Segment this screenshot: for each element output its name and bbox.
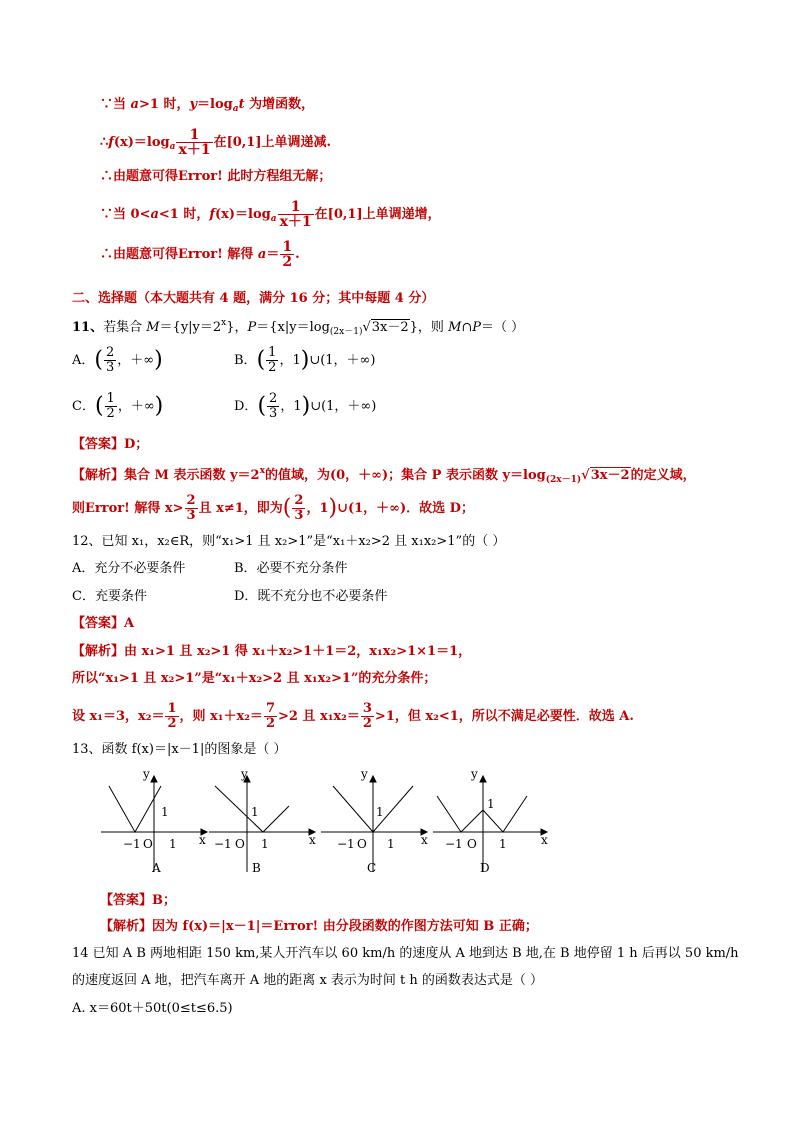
graph-panel [99, 768, 549, 880]
graph-d-y-label: y [471, 768, 478, 781]
section-title: 二、选择题（本大题共有 4 题，满分 16 分；其中每题 4 分） [72, 291, 435, 306]
graph-a-label[interactable]: A [152, 861, 161, 875]
graph-a-neg-one: −1 [123, 837, 141, 851]
explanation-11-line-2: 则Error! 解得 x> $\frac{2}{3}$ 且 x≠1，即为( $\frac{2}{3}$ ，1)∪(1，＋∞)．故选 D； [72, 493, 474, 523]
graph-d-vertex-one: 1 [487, 797, 495, 811]
graph-b-one: 1 [261, 837, 269, 851]
fraction: $\frac{1}{2}$ [282, 239, 293, 270]
graph-d[interactable] [433, 776, 547, 872]
solution-line-4: ∵当 0<a<1 时，$f(x)=\log_a$ $\frac{1}{x+1}$ 在[0,1]上单调递增， [100, 199, 441, 230]
explanation-13: 【解析】因为 f(x)＝|x－1|＝Error! 由分段函数的作图方法可知 B 正确； [100, 919, 538, 934]
graph-b[interactable] [209, 776, 315, 872]
graph-c-label[interactable]: C [367, 861, 377, 875]
graph-b-y-label: y [241, 768, 248, 781]
graph-d-label[interactable]: D [480, 861, 490, 875]
explanation-11-line-1: 【解析】集合 M 表示函数 $y=2^x$的值域，为(0，＋∞)；集合 P 表示函数 $y=\log_{(2x-1)}√3x-2$的定义域， [72, 466, 696, 485]
graph-d-x-label: x [541, 833, 548, 847]
option-a[interactable]: A．充分不必要条件 [72, 561, 186, 576]
option-b[interactable]: B．( $\frac{1}{2}$ ，1)∪(1，＋∞) [234, 345, 376, 375]
explanation-12-line-1: 【解析】由 x₁>1 且 x₂>1 得 x₁＋x₂>1＋1＝2，x₁x₂>1×1＝1， [72, 644, 472, 659]
question-13-stem: 13、函数 f(x)＝|x－1|的图象是（ ） [72, 742, 287, 757]
solution-line-3: ∴由题意可得Error! 此时方程组无解； [100, 169, 332, 184]
solution-line-1: ∵当 a>1 时，$y=\log_at$ 为增函数， [100, 97, 315, 114]
graph-a-x-label: x [199, 833, 206, 847]
graph-c-vertex-one: 1 [376, 805, 384, 819]
graph-c-neg-one: −1 [337, 837, 355, 851]
option-d[interactable]: D．既不充分也不必要条件 [234, 589, 388, 604]
graph-a-origin: O [143, 837, 153, 851]
graph-d-neg-one: −1 [445, 837, 463, 851]
option-a[interactable]: A. x＝60t＋50t(0≤t≤6.5) [72, 1001, 233, 1016]
question-14-line-2: 的速度返回 A 地，把汽车离开 A 地的距离 x 表示为时间 t h 的函数表达式是（ ） [72, 973, 544, 988]
option-a[interactable]: A．( $\frac{2}{3}$ ，＋∞) [72, 345, 163, 375]
graph-a-vertex-one: 1 [161, 805, 169, 819]
option-d[interactable]: D．( $\frac{2}{3}$ ，1)∪(1，＋∞) [234, 391, 377, 421]
graph-options [99, 768, 549, 880]
graph-b-neg-one: −1 [214, 837, 232, 851]
option-b[interactable]: B．必要不充分条件 [234, 561, 348, 576]
option-c[interactable]: C．充要条件 [72, 589, 147, 604]
graph-b-origin: O [235, 837, 245, 851]
question-12-stem: 12、已知 x₁，x₂∈R，则“x₁>1 且 x₂>1”是“x₁＋x₂>2 且 x₁x₂>1”的（ ） [72, 534, 506, 549]
graph-b-label[interactable]: B [252, 861, 261, 875]
answer-12: 【答案】A [72, 616, 135, 631]
explanation-12-line-3: 设 x₁＝3，x₂＝ $\frac{1}{2}$ ，则 x₁＋x₂＝ $\frac{7}{2}$ >2 且 x₁x₂＝ $\frac{3}{2}$ >1，但 x₂<1，所以不满足必要性．故选 A. [72, 701, 634, 731]
fraction: $\frac{1}{x+1}$ [279, 199, 312, 230]
graph-d-one: 1 [499, 837, 507, 851]
fraction: $\frac{1}{x+1}$ [178, 127, 211, 158]
explanation-12-line-2: 所以“x₁>1 且 x₂>1”是“x₁＋x₂>2 且 x₁x₂>1”的充分条件； [72, 671, 437, 686]
graph-a-y-label: y [143, 768, 150, 781]
graph-c[interactable] [321, 776, 427, 872]
graph-c-one: 1 [387, 837, 395, 851]
graph-b-x-label: x [309, 833, 316, 847]
solution-line-5: ∴由题意可得Error! 解得 a＝ $\frac{1}{2}$ . [100, 239, 300, 270]
answer-11: 【答案】D； [72, 437, 149, 452]
question-11-stem: 11、若集合 $M=\{y|y=2^x\}$，$P=\{x|y=\log_{(2x-1)}√3x-2\}$，则 M∩P＝（ ） [72, 318, 525, 337]
graph-b-vertex-one: 1 [251, 805, 259, 819]
solution-line-2: $\therefore f(x)=\log_a$ $\frac{1}{x+1}$ 在[0,1]上单调递减. [100, 127, 332, 158]
graph-a[interactable] [101, 776, 207, 872]
answer-13: 【答案】B； [100, 893, 176, 908]
graph-a-one: 1 [169, 837, 177, 851]
graph-c-x-label: x [421, 833, 428, 847]
graph-c-origin: O [357, 837, 367, 851]
option-c[interactable]: C．( $\frac{1}{2}$ ，＋∞) [72, 391, 164, 421]
question-14-line-1: 14 已知 A B 两地相距 150 km,某人开汽车以 60 km/h 的速度从 A 地到达 B 地,在 B 地停留 1 h 后再以 50 km/h [72, 946, 739, 961]
graph-d-origin: O [467, 837, 477, 851]
graph-c-y-label: y [361, 768, 368, 781]
